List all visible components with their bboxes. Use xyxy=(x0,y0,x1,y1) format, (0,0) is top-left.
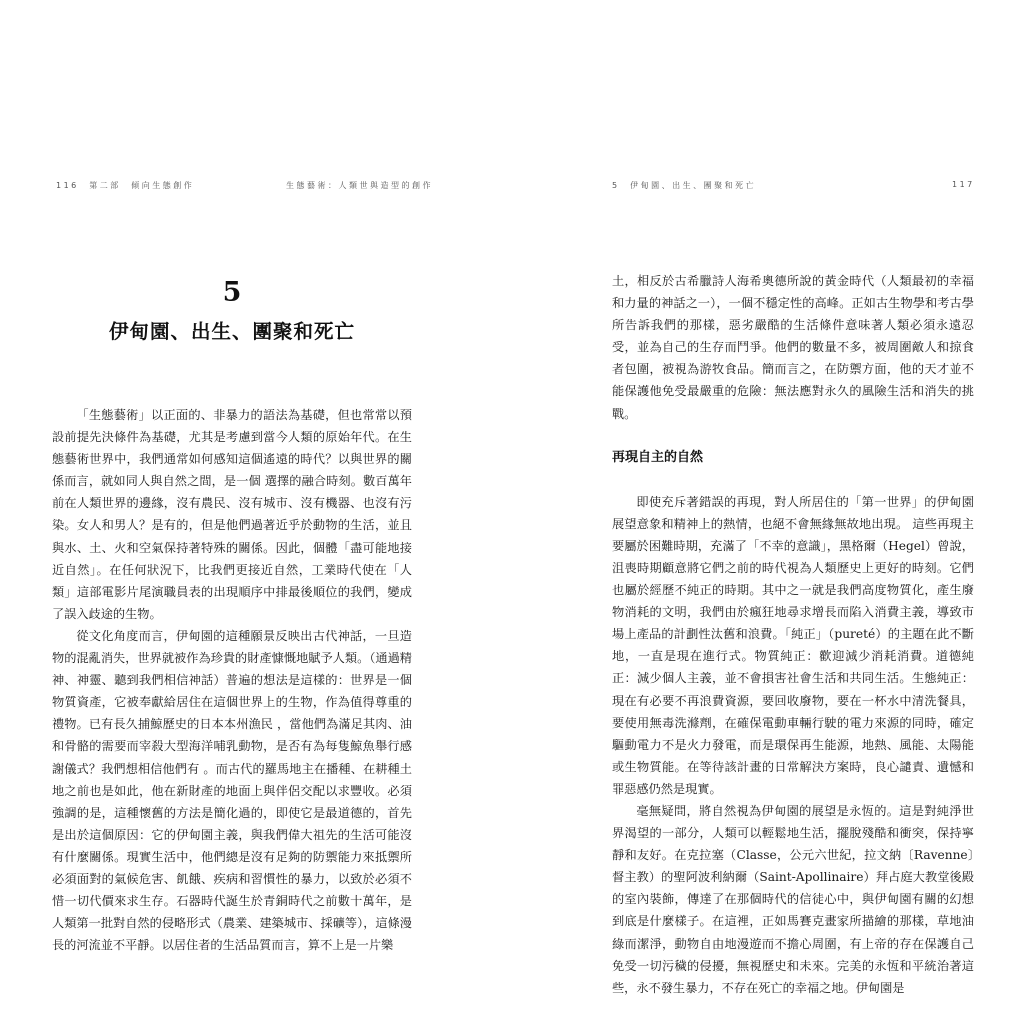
body-paragraph: 毫無疑問，將自然視為伊甸園的展望是永恆的。這是對純淨世界渴望的一部分，人類可以輕鬆地生活，擺脫殘酷和衝突，保持寧靜和友好。在克拉塞（Classe，公元六世紀，拉文納〔Ravenne〕督主教）的聖阿波利納爾（Saint-Apollinaire）拜占庭大教堂後殿的室內裝飾，傳達了在那個時代的信徒心中，與伊甸園有關的幻想到底是什麼樣子。在這裡，正如馬賽克畫家所描繪的那樣，草地油綠而潔淨，動物自由地漫遊而不擔心周圍，有上帝的存在保護自己免受一切污穢的侵擾，無視歷史和未來。完美的永恆和平統治著這些，永不發生暴力，不存在死亡的幸福之地。伊甸園是 xyxy=(612,803,974,995)
left-folio: 116 第二部 傾向生態創作 xyxy=(56,181,195,190)
right-running-title: 5 伊甸園、出生、團聚和死亡 xyxy=(612,181,757,190)
right-folio: 117 xyxy=(952,180,975,189)
section-heading: 再現自主的自然 xyxy=(612,449,704,465)
right-page xyxy=(612,270,974,999)
chapter-number: 5 xyxy=(222,277,242,308)
continued-paragraph: 土，相反於古希臘詩人海希奧德所說的黃金時代（人類最初的幸福和力量的神話之一），一個不穩定性的高峰。正如古生物學和考古學所告訴我們的那樣，惡劣嚴酷的生活條件意味著人類必須永遠忍受，並為自己的生存而鬥爭。他們的數量不多，被周圍敵人和掠食者包圍，被視為游牧食品。簡而言之，在防禦方面，他的天才並不能保護他免受最嚴重的危險：無法應對永久的風險生活和消失的挑戰。 xyxy=(612,274,974,421)
chapter-title: 伊甸園、出生、團聚和死亡 xyxy=(108,320,355,343)
body-paragraph: 從文化角度而言，伊甸園的這種願景反映出古代神話，一旦造物的混亂消失，世界就被作為珍貴的財產慷慨地賦予人類。（通過精神、神靈、聽到我們相信神話）普遍的想法是這樣的：世界是一個物質資產，它被奉獻給居住在這個世界上的生物，作為值得尊重的禮物。已有長久捕鯨歷史的日本本州漁民 ，當他們為滿足其肉、油和骨骼的需要而宰殺大型海洋哺乳動物，是否有為每隻鯨魚舉行感謝儀式？我們想相信他們有 。而古代的羅馬地主在播種、在耕種土地之前也是如此，他在新財產的地面上與伴侶交配以求豐收。必須強調的是，這種懷舊的方法是簡化過的，即使它是最道德的，首先是出於這個原因：它的伊甸園主義，與我們偉大祖先的生活可能沒有什麼關係。現實生活中，他們總是沒有足夠的防禦能力來抵禦所必須面對的氣候危害、飢餓、疾病和習慣性的暴力，以致於必須不惜一切代價來求生存。石器時代誕生於青銅時代之前數十萬年，是人類第一批對自然的侵略形式（農業、建築城市、採礦等），這條漫長的河流並不平靜。以居住者的生活品質而言，算不上是一片樂 xyxy=(52,628,412,953)
left-page xyxy=(52,240,412,956)
body-paragraph: 即使充斥著錯誤的再現，對人所居住的「第一世界」的伊甸園展望意象和精神上的熱情，也絕不會無緣無故地出現。 這些再現主要屬於困難時期，充滿了「不幸的意識」，黑格爾（Hegel）曾說，沮喪時期顧意將它們之前的時代視為人類歷史上更好的時刻。它們也屬於經歷不純正的時期。其中之一就是我們高度物質化，產生廢物消耗的文明，我們由於瘋狂地尋求增長而陷入消費主義，導致市場上產品的計劃性汰舊和浪費。「純正」（pureté）的主題在此不斷地，一直是現在進行式。物質純正：歡迎減少消耗消費。道德純正：減少個人主義，並不會損害社會生活和共同生活。生態純正：現在有必要不再浪費資源，要回收廢物，要在一杯水中清洗餐具，要使用無毒洗滌劑，在確保電動車輛行駛的電力來源的同時，確定驅動電力不是火力發電，而是環保再生能源，地熱、風能、太陽能或生物質能。在等待該計畫的日常解決方案時，良心譴責、遺憾和罪惡感仍然是現實。 xyxy=(612,494,974,796)
left-running-title: 生態藝術：人類世與造型的創作 xyxy=(286,181,433,190)
body-paragraph: 「生態藝術」以正面的、非暴力的語法為基礎，但也常常以預設前提先決條件為基礎，尤其是考慮到當今人類的原始年代。在生態藝術世界中，我們通常如何感知這個遙遠的時代？以與世界的關係而言，就如同人與自然之間，是一個 選擇的融合時刻。數百萬年前在人類世界的邊緣，沒有農民、沒有城市、沒有機器、也沒有污染。女人和男人？是有的，但是他們過著近乎於動物的生活，並且與水、土、火和空氣保持著特殊的關係。因此，個體「盡可能地接近自然」。在任何狀況下，比我們更接近自然，工業時代使在「人類」這部電影片尾演職員表的出現順序中排最後順位的我們，變成了誤入歧途的生物。 xyxy=(52,408,412,621)
